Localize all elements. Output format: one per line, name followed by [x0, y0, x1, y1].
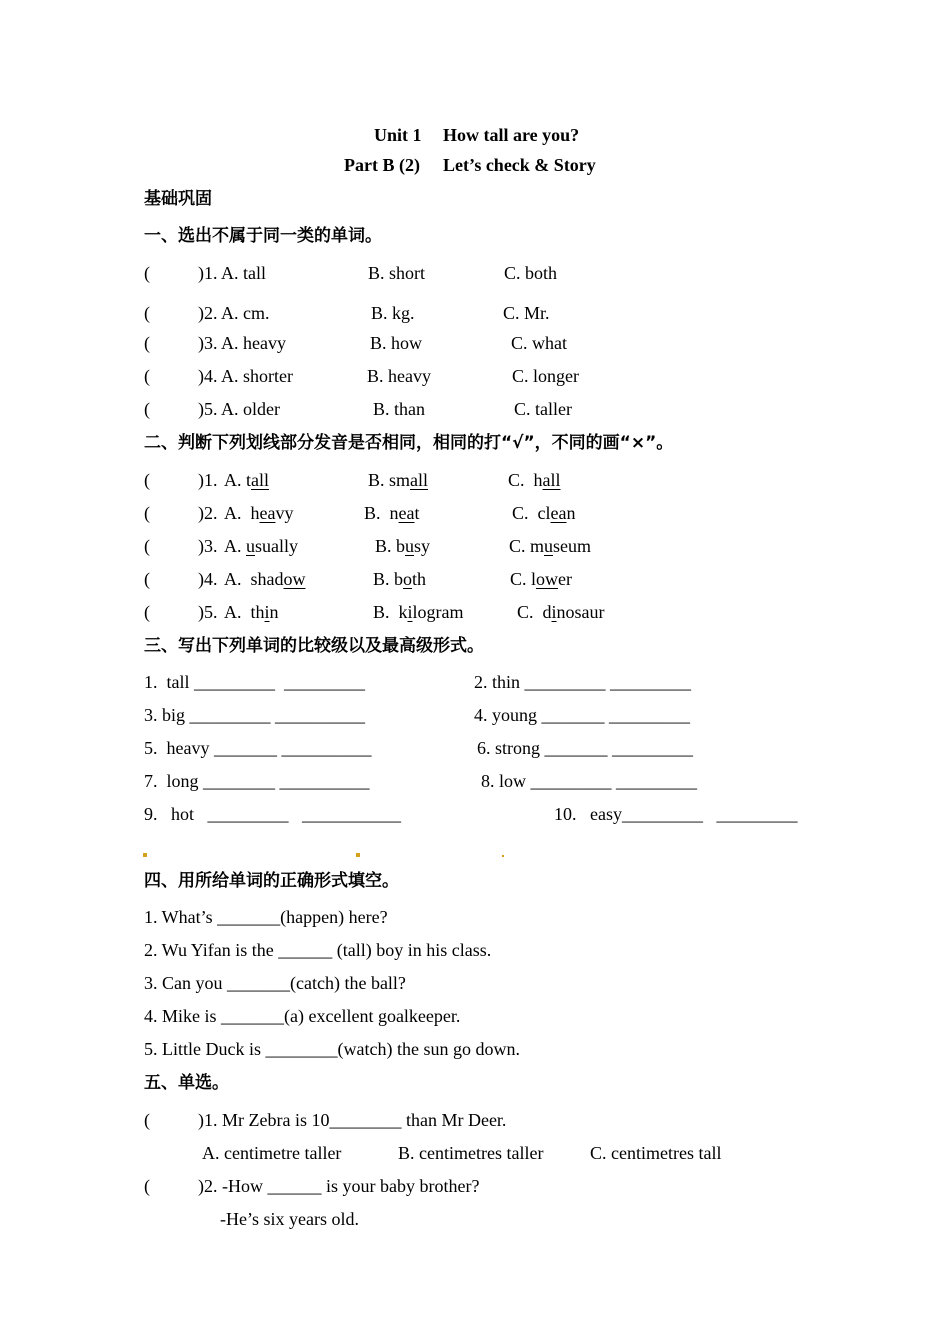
section3-item-9: 9. hot _________ ___________	[144, 804, 402, 824]
option-b: B. heavy	[367, 366, 431, 386]
section3-item-10: 10. easy_________ _________	[554, 804, 798, 824]
paren: (	[144, 470, 150, 490]
paren: (	[144, 399, 150, 419]
option-a: A. shadow	[224, 569, 306, 589]
paren: (	[144, 263, 150, 283]
section4-item-3: 3. Can you _______(catch) the ball?	[144, 973, 406, 993]
title-text: How tall are you?	[443, 125, 580, 145]
section4-item-2: 2. Wu Yifan is the ______ (tall) boy in his class.	[144, 940, 492, 960]
paren: (	[144, 569, 150, 589]
mark-dot	[143, 853, 147, 857]
option-c: C. both	[504, 263, 558, 283]
option-a: A. tall	[224, 470, 269, 490]
paren: (	[144, 602, 150, 622]
question-2: )2. -How ______ is your baby brother?	[198, 1176, 480, 1196]
option-a: )1. A. tall	[198, 263, 266, 283]
section4-item-1: 1. What’s _______(happen) here?	[144, 907, 388, 927]
option-b: B. how	[370, 333, 423, 353]
paren: (	[144, 536, 150, 556]
option-b: B. busy	[375, 536, 431, 556]
option-a: )2. A. cm.	[198, 303, 270, 323]
option-b: B. kg.	[371, 303, 415, 323]
option-b: B. both	[373, 569, 427, 589]
option-b: B. short	[368, 263, 426, 283]
section4-item-5: 5. Little Duck is ________(watch) the sun go down.	[144, 1039, 520, 1059]
paren: (	[144, 333, 150, 353]
section4-item-4: 4. Mike is _______(a) excellent goalkeeper.	[144, 1006, 461, 1026]
section3-heading: 三、写出下列单词的比较级以及最高级形式。	[144, 636, 484, 656]
item-number: )4.	[198, 569, 218, 589]
option-c: C. lower	[510, 569, 572, 589]
mark-dot	[356, 853, 360, 857]
heading-basic: 基础巩固	[144, 189, 212, 209]
option-c: C. dinosaur	[517, 602, 605, 622]
option-a: )4. A. shorter	[198, 366, 293, 386]
section3-item-5: 5. heavy _______ __________	[144, 738, 372, 758]
option-b: B. kilogram	[373, 602, 464, 622]
section3-item-2: 2. thin _________ _________	[474, 672, 692, 692]
q1-option-b: B. centimetres taller	[398, 1143, 544, 1163]
q2-answer-line: -He’s six years old.	[220, 1209, 359, 1229]
mark-dot	[502, 855, 504, 857]
option-c: C. taller	[514, 399, 572, 419]
section3-item-4: 4. young _______ _________	[474, 705, 690, 725]
option-b: B. than	[373, 399, 425, 419]
section3-item-8: 8. low _________ _________	[481, 771, 697, 791]
paren: (	[144, 303, 150, 323]
section3-item-6: 6. strong _______ _________	[477, 738, 693, 758]
option-c: C. what	[511, 333, 567, 353]
option-c: C. hall	[508, 470, 561, 490]
option-c: C. Mr.	[503, 303, 550, 323]
option-a: )5. A. older	[198, 399, 280, 419]
subtitle-text: Let’s check & Story	[443, 155, 596, 175]
option-c: C. museum	[509, 536, 592, 556]
section5-heading: 五、单选。	[144, 1073, 229, 1093]
option-c: C. clean	[512, 503, 576, 523]
option-b: B. neat	[364, 503, 420, 523]
subtitle-part: Part B (2)	[344, 155, 420, 175]
title-unit: Unit 1	[374, 125, 422, 145]
paren: (	[144, 503, 150, 523]
item-number: )3.	[198, 536, 218, 556]
section3-item-7: 7. long ________ __________	[144, 771, 370, 791]
question-1: )1. Mr Zebra is 10________ than Mr Deer.	[198, 1110, 507, 1130]
paren: (	[144, 1176, 150, 1196]
item-number: )2.	[198, 503, 218, 523]
q1-option-a: A. centimetre taller	[202, 1143, 342, 1163]
item-number: )5.	[198, 602, 218, 622]
option-a: A. thin	[224, 602, 279, 622]
q1-option-c: C. centimetres tall	[590, 1143, 722, 1163]
option-c: C. longer	[512, 366, 579, 386]
option-b: B. small	[368, 470, 429, 490]
option-a: A. heavy	[224, 503, 294, 523]
paren: (	[144, 366, 150, 386]
paren: (	[144, 1110, 150, 1130]
section1-heading: 一、选出不属于同一类的单词。	[144, 226, 382, 246]
section2-heading: 二、判断下列划线部分发音是否相同，相同的打“√”，不同的画“×”。	[144, 433, 674, 453]
option-a: )3. A. heavy	[198, 333, 286, 353]
section3-item-3: 3. big _________ __________	[144, 705, 366, 725]
item-number: )1.	[198, 470, 218, 490]
option-a: A. usually	[224, 536, 298, 556]
section3-item-1: 1. tall _________ _________	[144, 672, 365, 692]
section4-heading: 四、用所给单词的正确形式填空。	[144, 871, 399, 891]
